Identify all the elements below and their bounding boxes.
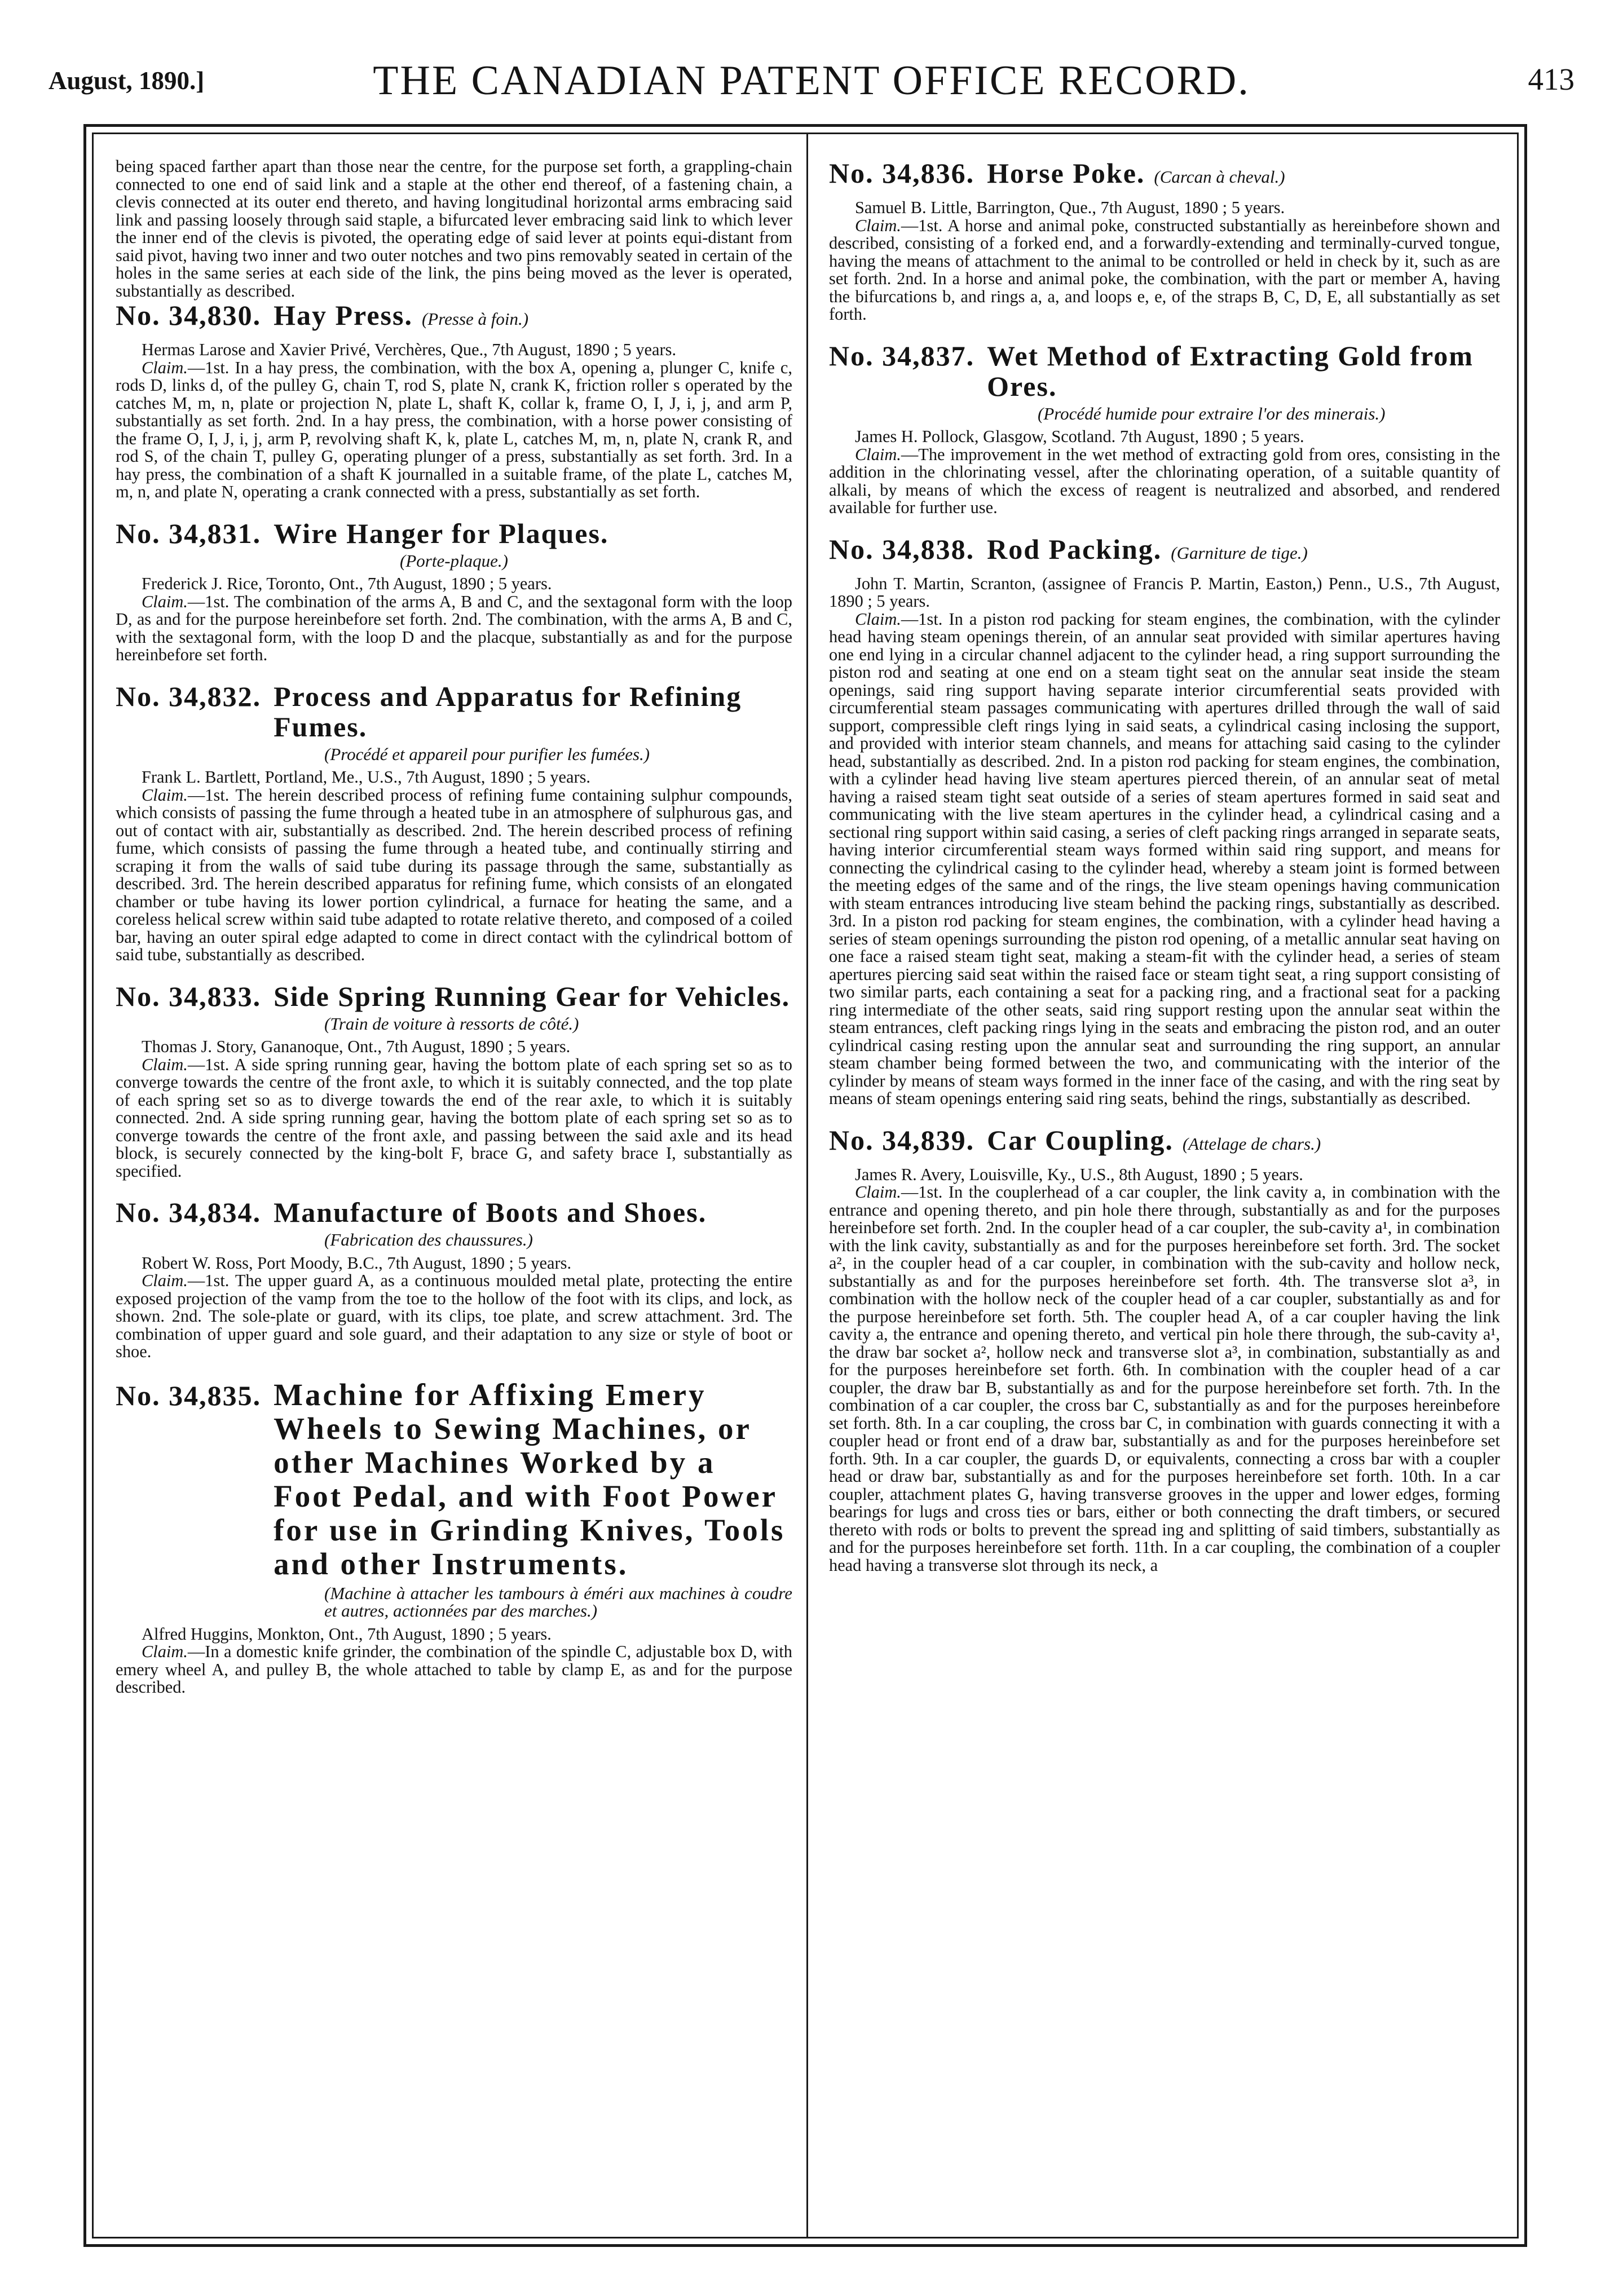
claim-label: Claim. xyxy=(142,357,188,377)
patent-inventor: Alfred Huggins, Monkton, Ont., 7th August, 1890 ; 5 years. xyxy=(142,1624,552,1644)
patent-number: No. 34,834. xyxy=(116,1196,262,1228)
patent-inventor: James H. Pollock, Glasgow, Scotland. 7th August, 1890 ; 5 years. xyxy=(855,427,1304,446)
page-number: 413 xyxy=(1528,62,1575,96)
patent-heading xyxy=(829,534,1500,568)
claim-text: —1st. A side spring running gear, having the bottom plate of each spring set so as to converge towards the centre of the front axle, to which it is suitably connected, and the top plate of each spring set so as to diverge towards the end of the rear axle, to which it is suitably connected. 2nd. A side spring running gear, having the bottom plate of each spring set so as to converge towards the centre of the front axle, and passing between the said axle and its head block, is securely connected by the king-bolt F, brace G, and safety brace I, substantially as specified. xyxy=(116,1054,792,1181)
right-column xyxy=(829,158,1500,2233)
patent-entry-34831 xyxy=(116,518,792,664)
patent-title: Car Coupling. (Attelage de chars.) xyxy=(987,1124,1321,1156)
claim-text: —1st. The herein described process of refining fume containing sulphur compounds, which consists of passing the fume through a heated tube in an atmosphere of sulphurous gas, and out of contact with air, substantially as described. 2nd. The herein described process of refining fume, which consists of passing the fume through a heated tube, and continually stirring and scraping it from the walls of said tube during its passage through the same, substantially as described. 3rd. The herein described apparatus for refining fume, which consists of an elongated chamber or tube having its lower portion cylindrical, a furnace for heating the same, and a coreless helical screw within said tube adapted to rotate relative thereto, and composed of a coiled bar, having an outer spiral edge adapted to come in direct contact with the cylindrical bottom of said tube, substantially as described. xyxy=(116,785,792,964)
patent-entry-34830 xyxy=(116,300,792,501)
patent-title: Hay Press. (Presse à foin.) xyxy=(274,299,529,331)
patent-french-title: (Porte-plaque.) xyxy=(400,550,508,571)
patent-claim xyxy=(116,787,792,964)
claim-text: —The improvement in the wet method of extracting gold from ores, consisting in the addition in the chlorinating vessel, after the chlorinating operation, of a suitable quantity of alkali, by means of which the excess of reagent is neutralized and absorbed, and rendered available for further use. xyxy=(829,444,1500,517)
patent-heading xyxy=(116,1378,792,1581)
patent-french-title: (Procédé et appareil pour purifier les fumées.) xyxy=(324,744,650,764)
patent-inventor: Robert W. Ross, Port Moody, B.C., 7th August, 1890 ; 5 years. xyxy=(142,1253,572,1273)
patent-claim xyxy=(829,446,1500,517)
patent-title: Wet Method of Extracting Gold from Ores. xyxy=(987,339,1474,402)
patent-entry-34838 xyxy=(829,534,1500,1108)
patent-heading xyxy=(116,1197,792,1228)
journal-title: THE CANADIAN PATENT OFFICE RECORD. xyxy=(373,58,1250,104)
patent-claim xyxy=(116,1056,792,1181)
claim-label: Claim. xyxy=(142,1271,188,1290)
column-rule xyxy=(806,134,808,2237)
patent-french-title: (Fabrication des chaussures.) xyxy=(324,1230,533,1249)
patent-title: Wire Hanger for Plaques. xyxy=(274,517,609,549)
patent-number: No. 34,833. xyxy=(116,980,262,1012)
patent-french-title: (Machine à attacher les tambours à éméri aux machines à coudre et autres, actionnées par des marches.) xyxy=(324,1583,792,1621)
continued-claim-text: being spaced farther apart than those near the centre, for the purpose set forth, a grappling-chain connected to one end of said link and a staple at the other end thereof, of a fastening chain, a clevis connected at its outer end thereto, and having longitudinal horizontal arms embracing said link and passing loosely through said staple, a bifurcated lever embracing said link to which lever the inner end of the clevis is pivoted, the operating edge of said lever at points equi-distant from said pivot, having two inner and two outer notches and two pins removably seated in certain of the holes in the same series at each side of the link, the pins being moved as the lever is operated, substantially as described. xyxy=(116,158,792,301)
claim-text: —1st. A horse and animal poke, constructed substantially as hereinbefore shown and described, consisting of a forked end, and a forwardly-extending and terminally-curved tongue, having the means of attachment to the animal to be controlled or held in check by it, such as are set forth. 2nd. In a horse and animal poke, the combination, with the part or member A, having the bifurcations b, and rings a, a, and loops e, e, of the straps B, C, D, E, all substantially as set forth. xyxy=(829,215,1500,324)
claim-label: Claim. xyxy=(855,609,901,629)
patent-french-title: (Carcan à cheval.) xyxy=(1154,167,1285,187)
patent-number: No. 34,831. xyxy=(116,517,262,549)
header-date: August, 1890.] xyxy=(48,67,205,95)
page-header xyxy=(44,54,1579,116)
patent-number: No. 34,830. xyxy=(116,299,262,331)
patent-number: No. 34,832. xyxy=(116,680,262,712)
patent-heading xyxy=(116,981,792,1012)
patent-french-title: (Attelage de chars.) xyxy=(1182,1133,1321,1154)
patent-inventor: Hermas Larose and Xavier Privé, Verchères, Que., 7th August, 1890 ; 5 years. xyxy=(142,340,677,359)
patent-french-title: (Presse à foin.) xyxy=(421,309,529,329)
patent-claim xyxy=(116,593,792,664)
patent-heading xyxy=(116,681,792,742)
patent-title: Horse Poke. (Carcan à cheval.) xyxy=(987,158,1285,189)
patent-entry-34837 xyxy=(829,341,1500,517)
patent-entry-34832 xyxy=(116,681,792,964)
patent-inventor: Samuel B. Little, Barrington, Que., 7th August, 1890 ; 5 years. xyxy=(855,198,1285,217)
claim-label: Claim. xyxy=(855,444,901,464)
patent-number: No. 34,835. xyxy=(116,1379,262,1411)
patent-inventor: James R. Avery, Louisville, Ky., U.S., 8th August, 1890 ; 5 years. xyxy=(855,1164,1303,1184)
patent-title: Manufacture of Boots and Shoes. xyxy=(274,1196,707,1228)
patent-inventor: John T. Martin, Scranton, (assignee of Francis P. Martin, Easton,) Penn., U.S., 7th August, 1890 ; 5 years. xyxy=(829,573,1500,611)
patent-inventor: Frederick J. Rice, Toronto, Ont., 7th August, 1890 ; 5 years. xyxy=(142,574,552,593)
patent-number: No. 34,839. xyxy=(829,1124,975,1156)
patent-claim xyxy=(829,611,1500,1108)
claim-label: Claim. xyxy=(142,1054,188,1074)
claim-text: —1st. In the couplerhead of a car coupler, the link cavity a, in combination with the entrance and opening thereto, and pin hole there through, substantially as and for the purposes hereinbefore set forth. 2nd. In the coupler head of a car coupler, the sub-cavity a¹, in combination with the link cavity, substantially as and for the purposes hereinbefore set forth. 3rd. The socket a², in the coupler head of a car coupler, in combination with the sub-cavity and hollow neck, substantially as and for the purposes hereinbefore set forth. 4th. The transverse slot a³, in combination with the hollow neck of the coupler head of a car coupler, substantially as and for the purpose hereinbefore set forth. 5th. The coupler head A, of a car coupler having the link cavity a, the entrance and opening thereto, and vertical pin hole there through, the sub-cavity a¹, the draw bar socket a², hollow neck and transverse slot a³, in combination, substantially as and for the purposes hereinbefore set forth. 6th. In combination with the coupler head of a car coupler, the draw bar B, substantially as and for the purpose hereinbefore set forth. 7th. In the combination of a car coupler, the cross bar C, substantially as and for the purposes hereinbefore set forth. 8th. In a car coupling, the cross bar C, in combination with guards connecting it with a coupler head or front end of a draw bar, substantially as and for the purposes hereinbefore set forth. 9th. In a car coupler, the guards D, or equivalents, connecting a cross bar with a coupler head or draw bar, substantially as and for the purposes hereinbefore set forth. 10th. In a car coupler, attachment plates G, having transverse grooves in the upper and lower edges, forming bearings for lugs and cross ties or bars, either or both connecting the draft timbers, or secured thereto with rods or bolts to prevent the spread ing and splitting of said timbers, substantially as and for the purposes hereinbefore set forth. 11th. In a car coupling, the combination of a coupler head having a transverse slot through its neck, a xyxy=(829,1182,1500,1575)
patent-inventor: Thomas J. Story, Gananoque, Ont., 7th August, 1890 ; 5 years. xyxy=(142,1037,571,1056)
patent-claim xyxy=(116,1272,792,1361)
patent-entry-34835 xyxy=(116,1378,792,1697)
patent-title: Process and Apparatus for Refining Fumes. xyxy=(274,680,742,743)
claim-text: —1st. In a hay press, the combination, with the box A, opening a, plunger C, knife c, rods D, links d, of the pulley G, chain T, rod S, plate N, crank K, friction roller s operated by the catches M, m, n, plate or projection N, plate L, shaft K, collar k, frame O, I, J, i, j, and arm P, substantially as set forth. 2nd. In a hay press, the combination, with a horse power consisting of the frame O, I, J, i, j, arm P, revolving shaft K, k, plate L, catches M, m, n, plate N, crank R, and rod S, of the chain T, pulley G, operating plunger of a press, substantially as set forth. 3rd. In a hay press, the combination of a shaft K journalled in a suitable frame, of the plate L, catches M, m, n, and plate N, operating a crank connected with a press, substantially as set forth. xyxy=(116,357,792,501)
patent-title: Rod Packing. (Garniture de tige.) xyxy=(987,533,1308,565)
patent-entry-34833 xyxy=(116,981,792,1181)
patent-french-title: (Train de voiture à ressorts de côté.) xyxy=(324,1013,579,1034)
claim-label: Claim. xyxy=(142,591,188,611)
patent-title: Machine for Affixing Emery Wheels to Sewing Machines, or other Machines Worked by a Foot Pedal, and with Foot Power for use in Grinding Knives, Tools and other Instruments. xyxy=(274,1377,786,1581)
patent-french-title: (Garniture de tige.) xyxy=(1171,542,1308,563)
patent-entry-34839 xyxy=(829,1125,1500,1575)
patent-inventor: Frank L. Bartlett, Portland, Me., U.S., 7th August, 1890 ; 5 years. xyxy=(142,767,591,787)
patent-number: No. 34,837. xyxy=(829,339,975,372)
patent-claim xyxy=(829,217,1500,324)
claim-text: —1st. The upper guard A, as a continuous moulded metal plate, protecting the entire exposed projection of the vamp from the toe to the hollow of the foot with its clips, and lock, as shown. 2nd. The sole-plate or guard, with its clips, toe plate, and screw attachment. 3rd. The combination of upper guard and sole guard, and their adaptation to any size or style of boot or shoe. xyxy=(116,1271,792,1361)
claim-label: Claim. xyxy=(855,215,901,235)
patent-claim xyxy=(829,1184,1500,1574)
claim-label: Claim. xyxy=(855,1182,901,1202)
claim-label: Claim. xyxy=(142,785,188,805)
patent-heading xyxy=(829,158,1500,192)
patent-number: No. 34,838. xyxy=(829,533,975,565)
patent-claim xyxy=(116,1643,792,1697)
claim-text: —1st. In a piston rod packing for steam engines, the combination, with the cylinder head having steam openings therein, of an annular seat provided with similar apertures having one end lying in a circular channel adjacent to the cylinder head, a ring support surrounding the piston rod and seating at one end on a steam tight seat on the annular seat inside the steam openings, said ring support having separate interior circumferential seats provided with circumferential steam passages communicating with apertures drilled through the wall of said support, compressible cleft rings lying in said seats, a cylindrical casing inclosing the support, and provided with interior steam channels, and means for attaching said casing to the cylinder head, substantially as described. 2nd. In a piston rod packing for steam engines, the combination, with a cylinder head having live steam apertures pierced therein, of an annular seat of metal having a raised steam tight seat outside of a series of steam apertures formed in said seat and communicating with the live steam apertures in the cylinder head, a cylindrical casing and a sectional ring support within said casing, a series of cleft packing rings arranged in separate seats, having interior circumferential steam ways formed within said ring support, and means for connecting the cylindrical casing to the cylinder head, whereby a steam joint is formed between the meeting edges of the same and of the rings, the live steam openings having communication with steam entrances introducing live steam behind the packing rings, substantially as described. 3rd. In a piston rod packing for steam engines, the combination, with a cylinder head having a series of steam openings surrounding the piston rod opening, of a metallic annular seat having on one face a raised steam tight seat, making a steam-fit with the cylinder head, a series of steam apertures piercing said seat within the raised face or steam tight seat, a ring support consisting of two similar parts, each containing a seat for a packing ring, and a fractional seat for a packing ring intermediate of the other seats, said ring support resting upon the annular seat within the steam entrances, cleft packing rings lying in the seats and embracing the piston rod, and an outer cylindrical casing resting upon the annular seat and surrounding the ring support, an annular steam chamber being formed between the two, and communicating with the interior of the cylinder by means of steam ways formed in the inner face of the casing, and with the ring seat by means of steam openings entering said ring seats, behind the rings, substantially as described. xyxy=(829,609,1500,1108)
claim-label: Claim. xyxy=(142,1642,188,1661)
patent-heading xyxy=(116,518,792,549)
patent-number: No. 34,836. xyxy=(829,158,975,189)
patent-claim xyxy=(116,359,792,501)
patent-entry-34834 xyxy=(116,1197,792,1361)
patent-french-title: (Procédé humide pour extraire l'or des minerais.) xyxy=(1038,403,1386,423)
left-column xyxy=(116,158,792,2233)
patent-heading xyxy=(829,1125,1500,1159)
patent-title: Side Spring Running Gear for Vehicles. xyxy=(274,980,791,1012)
patent-entry-34836 xyxy=(829,158,1500,324)
claim-text: —1st. The combination of the arms A, B and C, and the sextagonal form with the loop D, as and for the purpose hereinbefore set forth. 2nd. The combination, with the arms A, B and C, with the sextagonal form, with the loop D and the placque, substantially as and for the purpose hereinbefore set forth. xyxy=(116,591,792,664)
claim-text: —In a domestic knife grinder, the combination of the spindle C, adjustable box D, with emery wheel A, and pulley B, the whole attached to table by clamp E, as and for the purpose described. xyxy=(116,1642,792,1697)
patent-heading xyxy=(116,300,792,334)
patent-heading xyxy=(829,341,1500,401)
